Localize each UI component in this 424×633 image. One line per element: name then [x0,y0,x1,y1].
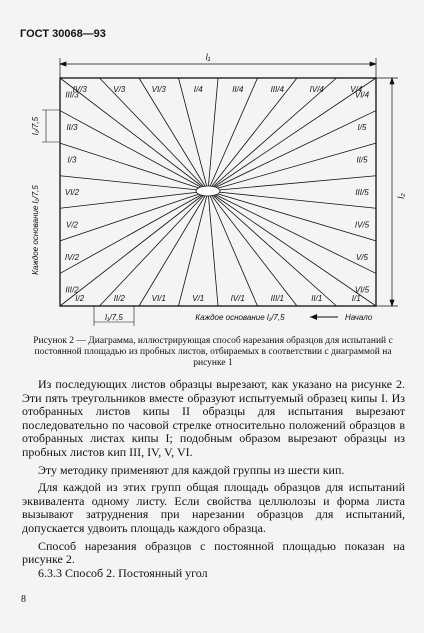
cut-line [60,191,208,241]
cut-line [139,78,208,191]
standard-header: ГОСТ 30068—93 [20,28,106,40]
cut-line [60,111,208,191]
segment-label: VI/4 [354,90,370,100]
segment-label: V/4 [350,85,363,94]
cut-line [100,78,209,191]
cut-line [60,191,208,306]
segment-label: II/4 [232,85,244,94]
segment-label: III/2 [65,285,79,295]
cut-line [139,191,208,306]
cut-line [208,78,297,191]
segment-label: I/1 [351,294,361,303]
cut-line [208,191,376,306]
segment-label: IV/2 [64,253,80,263]
segment-label: II/3 [66,122,78,132]
top-dimension-label: l₁ [205,52,211,62]
cut-line [60,143,208,191]
segment-label: VI/5 [354,285,370,295]
segment-label: I/3 [67,155,77,165]
segment-label: IV/1 [230,294,245,303]
left-base-caption: Каждое основание l₂/7,5 [31,185,40,275]
segment-label: VI/3 [151,85,166,94]
cut-line [208,143,376,191]
cut-line [179,191,209,306]
page-number: 8 [21,594,26,605]
segment-label: III/5 [355,188,369,197]
segment-label: III/4 [270,85,284,94]
left-small-dimension-label: l₂/7,5 [31,116,40,136]
start-arrow [310,314,338,320]
segment-label: V/2 [65,220,79,230]
segment-label: III/3 [65,90,79,100]
segment-label: I/5 [357,122,367,132]
section-heading: 6.3.3 Способ 2. Постоянный угол [38,565,208,580]
cut-line [60,191,208,208]
bottom-base-caption: Каждое основание l₁/7,5 [195,313,285,322]
cut-line [208,78,376,191]
paragraph: Из последующих листов образцы вырезают, как указано на рисунке 2. Эти пять треугольников вместе образуют испытуемый образец кипы I. Из отобранных листов кипы II образцы для испытания вырезают последовательно по часовой стрелке относительно положений образцов в отобранных листах кипы I; подобным образом вырезают образцы из пробных листов кип III, IV, V, VI. [22,377,405,459]
cut-line [208,111,376,191]
cut-line [208,191,376,241]
cut-line [60,78,208,191]
cut-line [208,191,376,208]
cut-line [208,191,218,306]
segment-label: III/1 [270,294,284,303]
cut-line [208,191,297,306]
center-hub [196,186,220,196]
cut-line [179,78,209,191]
cut-line [100,191,209,306]
right-dimension [376,78,398,306]
segment-label: V/5 [355,253,369,263]
segment-label: VI/2 [64,188,80,197]
segment-label: II/2 [113,294,125,303]
paragraph: Способ нарезания образцов с постоянной площадью показан на рисунке 2. [22,538,405,567]
bottom-small-dimension-label: l₁/7,5 [105,313,123,322]
cut-line [60,191,208,273]
cut-line [208,191,337,306]
segment-label: IV/4 [309,85,324,94]
paragraph: Для каждой из этих групп общая площадь образцов для испытаний эквивалента одному листу. Если свойства целлюлозы и форма листа вызывают затруднения при нарезании образцов для испытаний, допускается удвоить площадь каждого образца. [22,480,405,535]
segment-label: V/3 [113,85,126,94]
cut-line [208,78,337,191]
figure-caption: Рисунок 2 — Диаграмма, иллюстрирующая способ нарезания образцов для испытаний с постоянной площадью из пробных листов, отбираемых в соответствии с диаграммой на рисунке 1 [33,336,393,368]
segment-label: I/4 [193,85,203,94]
segment-label: I/2 [75,294,85,303]
cut-line [208,176,376,191]
segment-label: IV/5 [354,220,370,230]
segment-label: II/5 [356,155,368,165]
start-label: Начало [345,313,373,322]
segment-label: VI/1 [151,294,166,303]
left-small-dimension [42,110,60,142]
segment-label: IV/3 [72,85,87,94]
cut-line [208,78,218,191]
top-dimension [60,58,376,78]
body-text [22,378,405,584]
right-dimension-label: l₂ [396,193,406,199]
segment-label: II/1 [311,294,323,303]
cut-line [208,191,376,273]
paragraph: Эту методику применяют для каждой группы из шести кип. [38,462,345,477]
cut-line [60,176,208,191]
segment-label: V/1 [192,294,205,303]
